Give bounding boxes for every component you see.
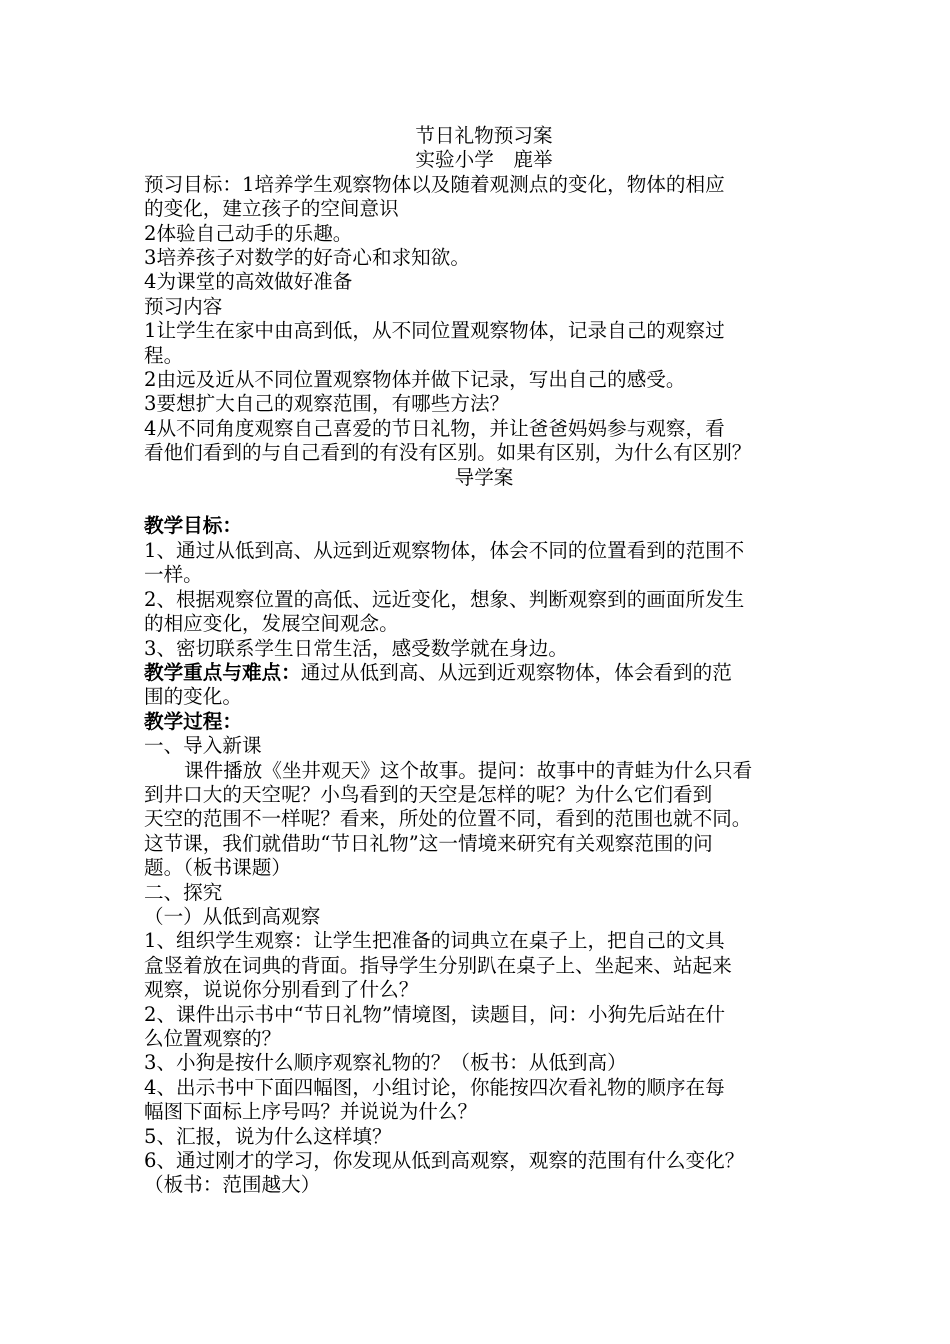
- preview-line: 看他们看到的与自己看到的有没有区别。如果有区别，为什么有区别？: [144, 441, 752, 465]
- process-line: 3、小狗是按什么顺序观察礼物的？（板书：从低到高）: [144, 1051, 627, 1075]
- process-line: 6、通过刚才的学习，你发现从低到高观察，观察的范围有什么变化？: [144, 1149, 745, 1173]
- preview-line: 4为课堂的高效做好准备: [144, 270, 353, 294]
- process-line: 5、汇报，说为什么这样填？: [144, 1124, 392, 1148]
- preview-line: 1让学生在家中由高到低，从不同位置观察物体，记录自己的观察过: [144, 319, 725, 343]
- goal-line: 3、密切联系学生日常生活，感受数学就在身边。: [144, 636, 568, 660]
- process-line: 二、探究: [144, 880, 223, 904]
- preview-line: 预习目标：1培养学生观察物体以及随着观测点的变化，物体的相应: [144, 172, 725, 196]
- process-line: 到井口大的天空呢？小鸟看到的天空是怎样的呢？为什么它们看到: [144, 782, 713, 806]
- process-line: （一）从低到高观察: [144, 904, 321, 928]
- process-line: 这节课，我们就借助“节日礼物”这一情境来研究有关观察范围的问: [144, 831, 713, 855]
- guide-title: 导学案: [454, 465, 514, 489]
- goal-line: 2、根据观察位置的高低、远近变化，想象、判断观察到的画面所发生: [144, 587, 745, 611]
- process-line: 观察，说说你分别看到了什么？: [144, 978, 419, 1002]
- process-line: 天空的范围不一样呢？看来，所处的位置不同，看到的范围也就不同。: [144, 807, 752, 831]
- keypoints-line: [144, 661, 824, 685]
- preview-line: 2由远及近从不同位置观察物体并做下记录，写出自己的感受。: [144, 368, 686, 392]
- process-line: 2、课件出示书中“节日礼物”情境图，读题目，问：小狗先后站在什: [144, 1002, 726, 1026]
- process-line: 1、组织学生观察：让学生把准备的词典立在桌子上，把自己的文具: [144, 929, 725, 953]
- process-line: 一、导入新课: [144, 734, 262, 758]
- process-heading: 教学过程：: [144, 709, 242, 733]
- document-content: [144, 124, 824, 1198]
- preview-line: 程。: [144, 343, 184, 367]
- goal-line: 1、通过从低到高、从远到近观察物体，体会不同的位置看到的范围不: [144, 538, 745, 562]
- goals-heading: 教学目标：: [144, 514, 242, 538]
- preview-line: 的变化，建立孩子的空间意识: [144, 197, 399, 221]
- preview-line: 2体验自己动手的乐趣。: [144, 221, 353, 245]
- keypoints-cont: 围的变化。: [144, 685, 242, 709]
- process-line: 盒竖着放在词典的背面。指导学生分别趴在桌子上、坐起来、站起来: [144, 953, 732, 977]
- preview-line: 3要想扩大自己的观察范围，有哪些方法？: [144, 392, 510, 416]
- process-line: 么位置观察的？: [144, 1027, 282, 1051]
- preview-line: 预习内容: [144, 294, 223, 318]
- doc-title: 节日礼物预习案: [415, 124, 553, 147]
- goal-line: 一样。: [144, 563, 203, 587]
- process-line: （板书：范围越大）: [144, 1173, 321, 1197]
- preview-line: 4从不同角度观察自己喜爱的节日礼物，并让爸爸妈妈参与观察，看: [144, 416, 725, 440]
- process-line: 题。（板书课题）: [144, 856, 291, 880]
- keypoints-heading: 教学重点与难点：: [144, 660, 301, 684]
- process-line: 幅图下面标上序号吗？并说说为什么？: [144, 1100, 478, 1124]
- goal-line: 的相应变化，发展空间观念。: [144, 612, 399, 636]
- spacer: [144, 490, 824, 514]
- process-line: 课件播放《坐井观天》这个故事。提问：故事中的青蛙为什么只看: [184, 758, 753, 782]
- preview-line: 3培养孩子对数学的好奇心和求知欲。: [144, 246, 470, 270]
- doc-subtitle: 实验小学 鹿举: [415, 148, 553, 172]
- process-line: 4、出示书中下面四幅图，小组讨论，你能按四次看礼物的顺序在每: [144, 1075, 725, 1099]
- keypoints-text: 通过从低到高、从远到近观察物体，体会看到的范: [300, 660, 732, 684]
